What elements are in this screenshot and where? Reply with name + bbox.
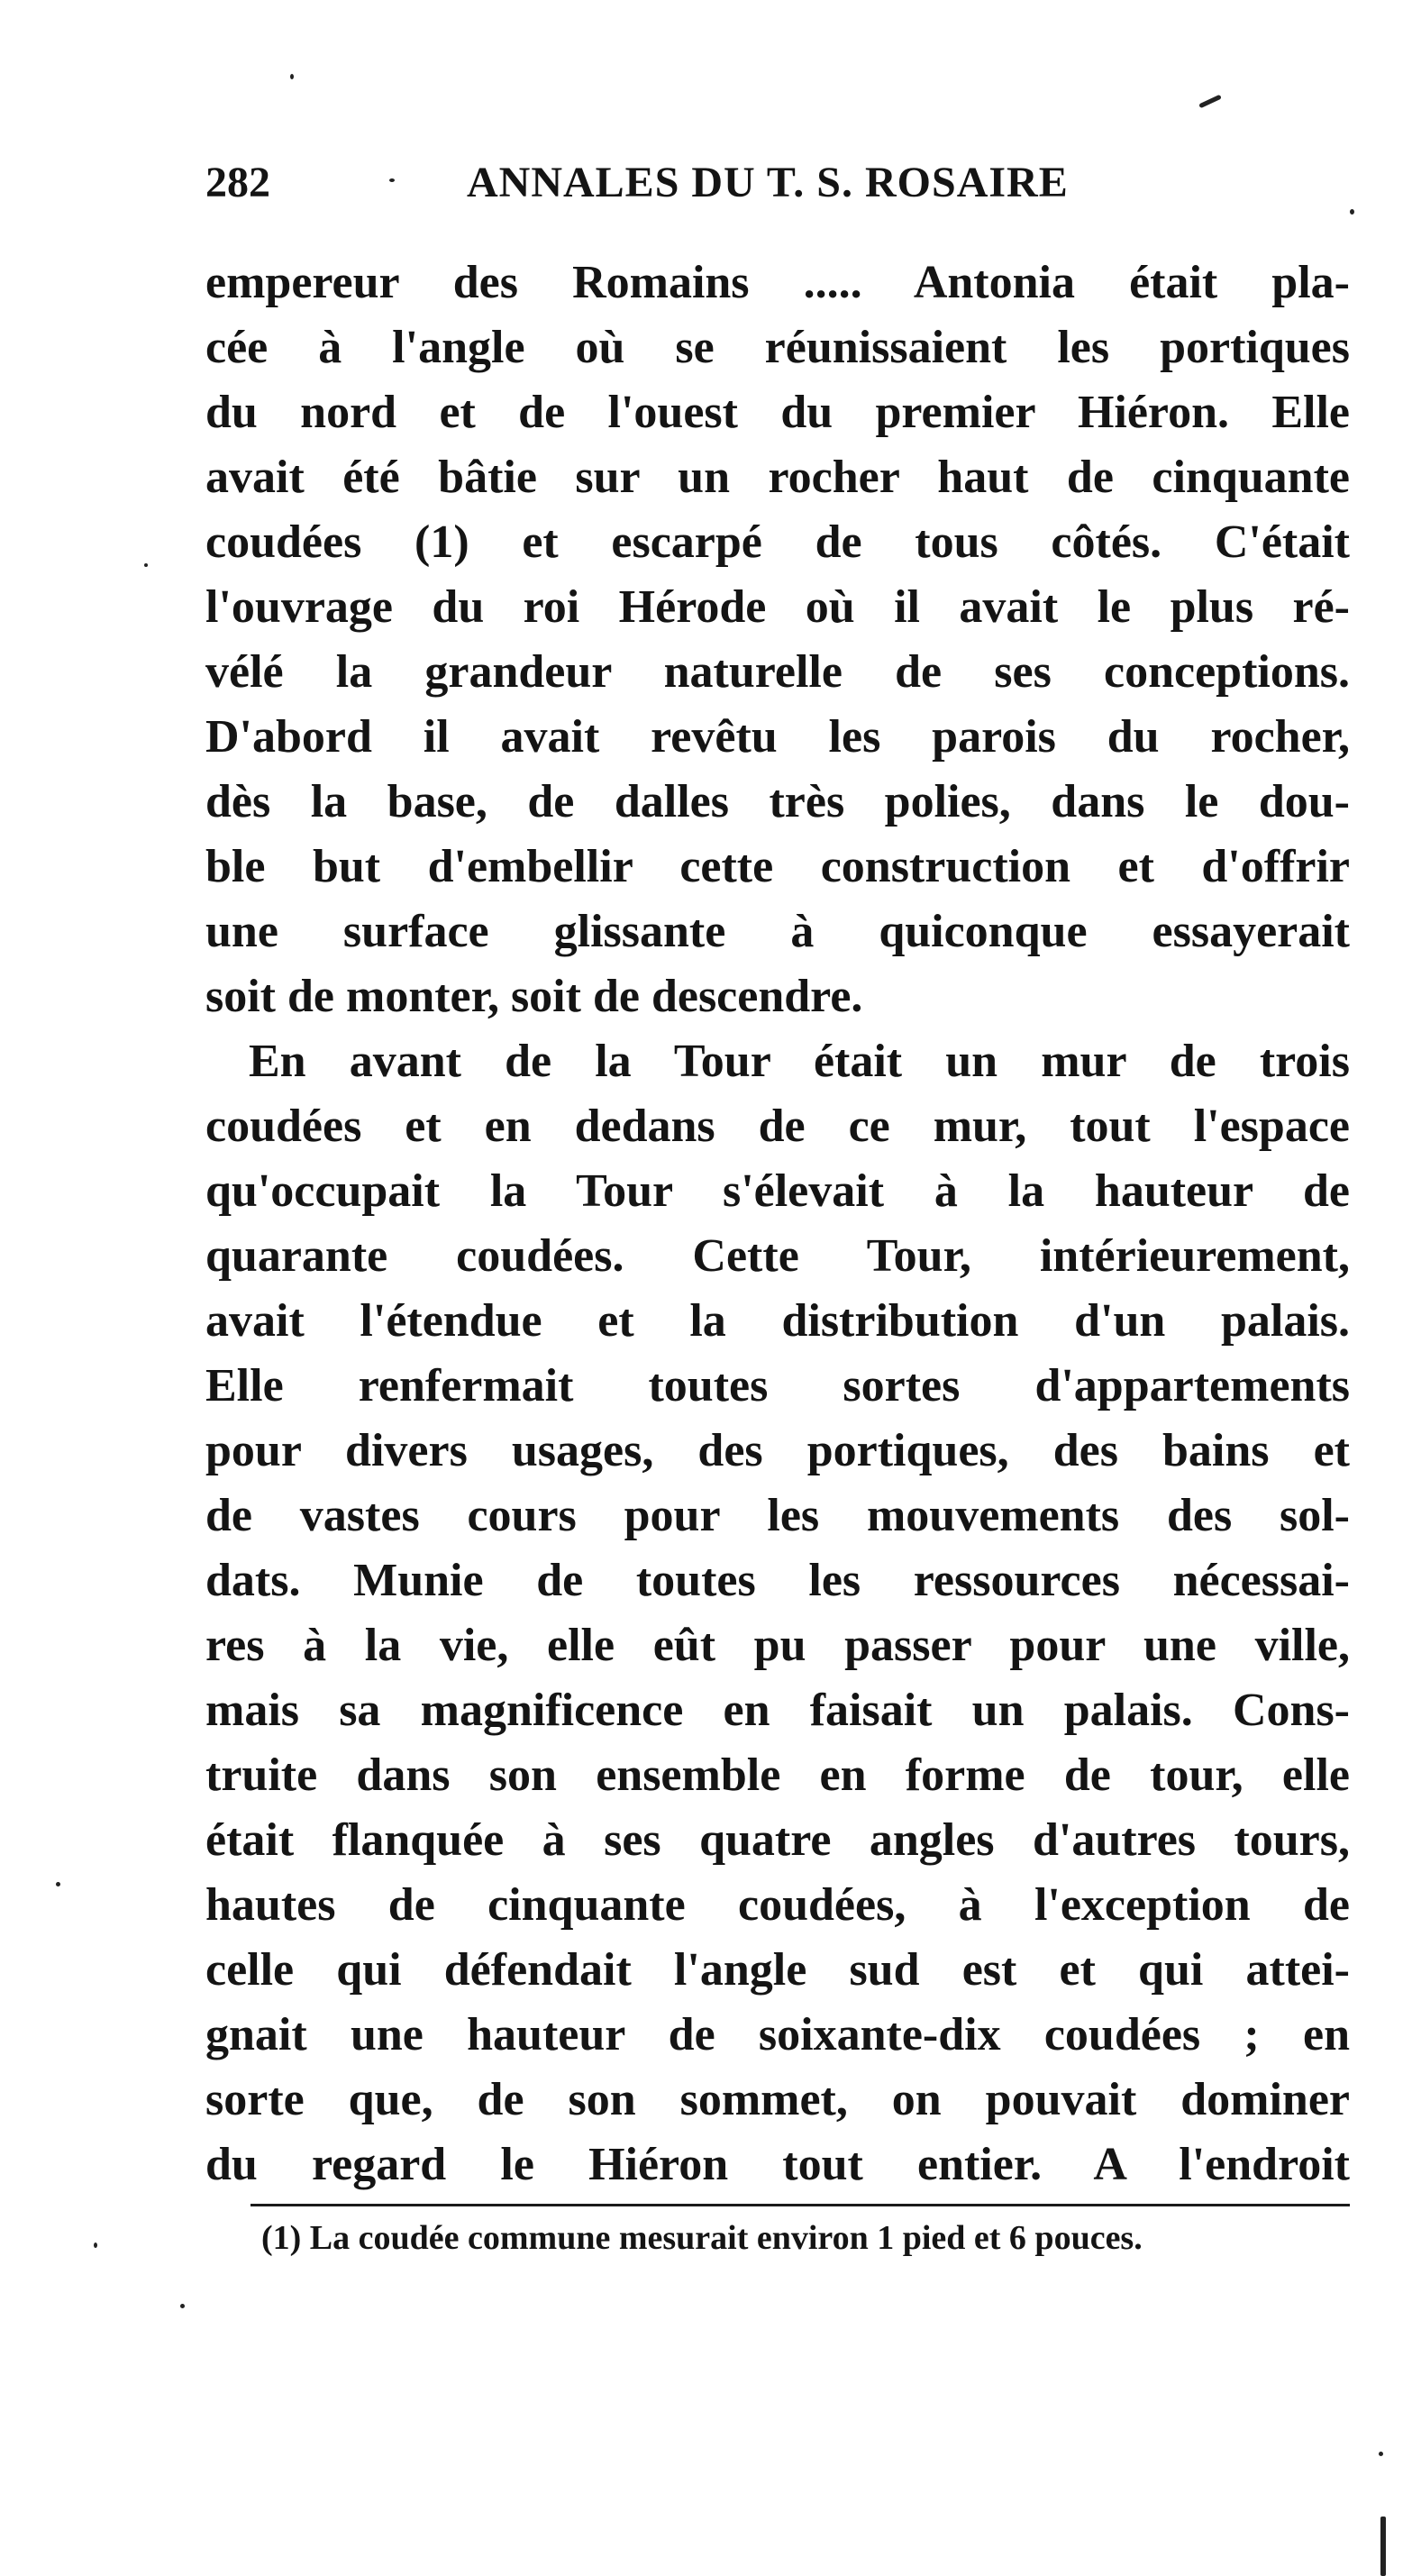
text-line: une surface glissante à quiconque essayerait [205,906,1350,957]
text-line: qu'occupait la Tour s'élevait à la hauteur de [205,1165,1350,1217]
text-line: soit de monter, soit de descendre. [205,971,863,1022]
text-line: truite dans son ensemble en forme de tour, elle [205,1749,1350,1801]
text-line: avait l'étendue et la distribution d'un palais. [205,1295,1350,1347]
scan-speck [290,74,294,79]
text-line: de vastes cours pour les mouvements des sol- [205,1490,1350,1541]
footnote: (1) La coudée commune mesurait environ 1 pied et 6 pouces. [261,2219,1143,2257]
text-line: gnait une hauteur de soixante-dix coudées ; en [205,2009,1350,2060]
scan-speck [1350,209,1354,215]
text-line: avait été bâtie sur un rocher haut de cinquante [205,452,1350,503]
text-line: dats. Munie de toutes les ressources nécessai- [205,1555,1350,1606]
text-line: coudées (1) et escarpé de tous côtés. C'était [205,516,1350,568]
scan-speck [180,2304,185,2308]
running-head [205,151,1116,215]
scan-speck [1379,2452,1383,2456]
scan-speck [94,2243,97,2248]
text-line: Elle renfermait toutes sortes d'appartements [205,1360,1350,1411]
text-line: dès la base, de dalles très polies, dans le dou- [205,776,1350,827]
paragraph-2 [205,1029,1350,2197]
text-line: D'abord il avait revêtu les parois du rocher, [205,711,1350,763]
scan-speck [56,1882,60,1886]
scan-speck [144,563,148,567]
scan-speck [1380,2517,1386,2576]
text-line: vélé la grandeur naturelle de ses conceptions. [205,646,1350,698]
text-line: ble but d'embellir cette construction et d'offrir [205,841,1350,892]
text-line: était flanquée à ses quatre angles d'autres tours, [205,1814,1350,1866]
text-line: coudées et en dedans de ce mur, tout l'espace [205,1101,1350,1152]
text-line: du nord et de l'ouest du premier Hiéron. Elle [205,387,1350,438]
page-number: 282 [205,159,270,206]
paragraph-1 [205,251,1350,1029]
text-line: res à la vie, elle eût pu passer pour une ville, [205,1620,1350,1671]
text-line: l'ouvrage du roi Hérode où il avait le plus ré- [205,581,1350,633]
text-line: pour divers usages, des portiques, des bains et [205,1425,1350,1476]
footnote-rule [251,2204,1350,2206]
text-line: celle qui défendait l'angle sud est et qui attei- [205,1944,1350,1996]
scan-speck [1198,95,1222,109]
text-line: cée à l'angle où se réunissaient les portiques [205,322,1350,373]
body-text [205,251,1350,2197]
text-line: mais sa magnificence en faisait un palais. Cons- [205,1685,1350,1736]
text-line: quarante coudées. Cette Tour, intérieurement, [205,1230,1350,1282]
text-line: du regard le Hiéron tout entier. A l'endroit [205,2139,1350,2190]
text-line: hautes de cinquante coudées, à l'exception de [205,1879,1350,1931]
text-line: empereur des Romains ..... Antonia était pla- [205,257,1350,308]
text-line: En avant de la Tour était un mur de trois [249,1036,1350,1087]
scan-speck [389,178,395,182]
text-line: sorte que, de son sommet, on pouvait dominer [205,2074,1350,2125]
running-title: ANNALES DU T. S. ROSAIRE [467,159,1069,206]
